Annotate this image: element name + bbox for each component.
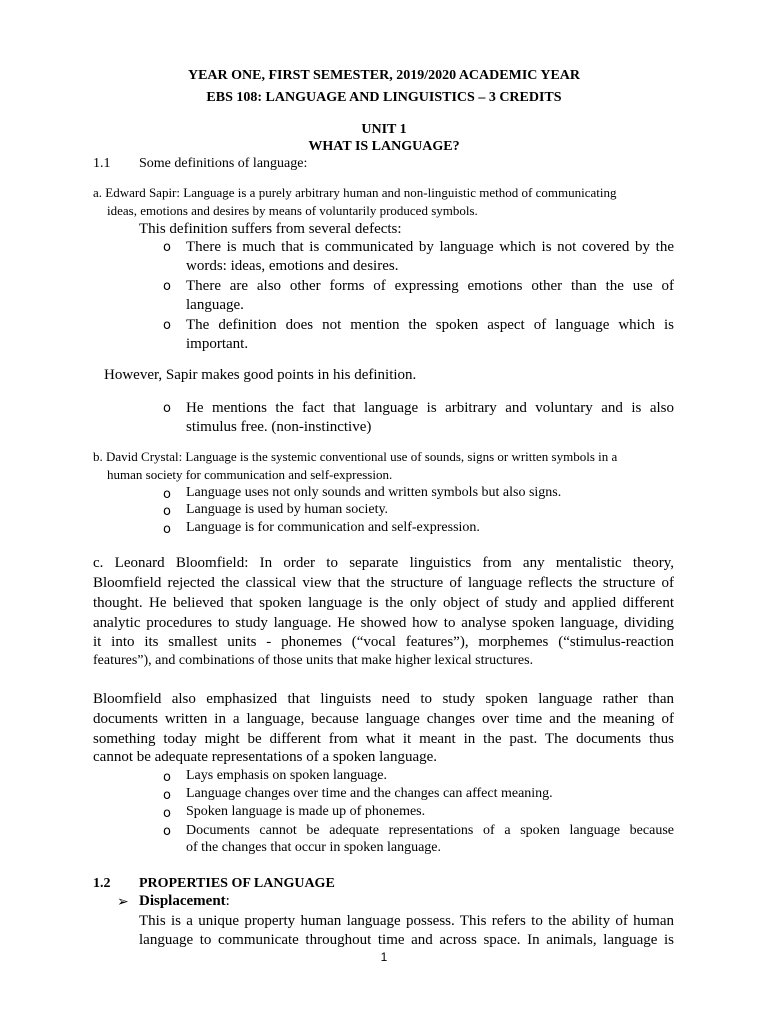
crystal-definition-line1: b. David Crystal: Language is the systemic conventional use of sounds, signs or written symbols in a: [93, 449, 618, 464]
unit-number: UNIT 1: [361, 122, 407, 137]
bloomfield-p1-line1: c. Leonard Bloomfield: In order to separate linguistics from any mentalistic theory,: [93, 555, 674, 571]
bloomfield-point-4-line2: of the changes that occur in spoken language.: [186, 840, 442, 855]
bloomfield-point-2: Language changes over time and the changes can affect meaning.: [186, 786, 553, 801]
arrow-bullet-icon: ➢: [117, 894, 129, 910]
bloomfield-p1-line3: thought. He believed that spoken language is the only object of study and applied different: [93, 595, 674, 611]
bloomfield-p2-line2: documents written in a language, because language changes over time and the meaning of: [93, 711, 674, 727]
bullet-icon: o: [163, 487, 171, 502]
bloomfield-p2-line1: Bloomfield also emphasized that linguists need to study spoken language rather than: [93, 691, 674, 707]
crystal-point-1: Language uses not only sounds and written symbols but also signs.: [186, 485, 562, 500]
bloomfield-point-1: Lays emphasis on spoken language.: [186, 768, 388, 783]
bullet-icon: o: [163, 318, 171, 333]
bullet-icon: o: [163, 504, 171, 519]
bullet-icon: o: [163, 806, 171, 821]
displacement-heading: [139, 893, 230, 910]
bloomfield-point-4-line1: Documents cannot be adequate representations of a spoken language because: [186, 823, 674, 838]
section-title: Some definitions of language:: [139, 156, 308, 171]
displacement-colon: :: [225, 893, 230, 909]
crystal-point-2: Language is used by human society.: [186, 502, 389, 517]
defect-3-line2: important.: [186, 336, 249, 352]
displacement-label: Displacement: [139, 893, 226, 909]
bloomfield-p1-line6: features”), and combinations of those units that make higher lexical structures.: [93, 653, 534, 668]
sapir-definition-line1: a. Edward Sapir: Language is a purely arbitrary human and non-linguistic method of communicating: [93, 185, 617, 200]
bloomfield-p1-line2: Bloomfield rejected the classical view that the structure of language reflects the structure of: [93, 575, 674, 591]
bullet-icon: o: [163, 788, 171, 803]
bloomfield-p1-line4: analytic procedures to study language. He showed how to analyse spoken language, dividing: [93, 615, 674, 631]
defects-intro: This definition suffers from several defects:: [139, 221, 402, 237]
unit-title: WHAT IS LANGUAGE?: [308, 139, 460, 154]
good-point-line1: He mentions the fact that language is arbitrary and voluntary and is also: [186, 400, 674, 416]
defect-1-line2: words: ideas, emotions and desires.: [186, 258, 399, 274]
bloomfield-p1-line5: it into its smallest units - phonemes (“vocal features”), morphemes (“stimulus-reaction: [93, 634, 674, 650]
bullet-icon: o: [163, 770, 171, 785]
bullet-icon: o: [163, 279, 171, 294]
defect-1-line1: There is much that is communicated by language which is not covered by the: [186, 239, 674, 255]
bloomfield-point-3: Spoken language is made up of phonemes.: [186, 804, 426, 819]
bullet-icon: o: [163, 240, 171, 255]
sapir-definition-line2: ideas, emotions and desires by means of voluntarily produced symbols.: [107, 203, 478, 218]
course-header-line2: EBS 108: LANGUAGE AND LINGUISTICS – 3 CREDITS: [206, 90, 562, 105]
section-number: 1.2: [93, 876, 111, 891]
course-header-line1: YEAR ONE, FIRST SEMESTER, 2019/2020 ACADEMIC YEAR: [187, 68, 581, 83]
bloomfield-p2-line3: something today might be different from what it meant in the past. The documents thus: [93, 731, 674, 747]
bullet-icon: o: [163, 824, 171, 839]
defect-2-line2: language.: [186, 297, 244, 313]
defect-2-line1: There are also other forms of expressing emotions other than the use of: [186, 278, 674, 294]
displacement-line1: This is a unique property human language possess. This refers to the ability of human: [139, 913, 674, 929]
section-number: 1.1: [93, 156, 111, 171]
however-sentence: However, Sapir makes good points in his definition.: [104, 367, 417, 383]
page-number: 1: [380, 950, 388, 964]
bullet-icon: o: [163, 401, 171, 416]
displacement-line2: language to communicate throughout time and across space. In animals, language is: [139, 932, 674, 948]
crystal-definition-line2: human society for communication and self-expression.: [107, 467, 393, 482]
good-point-line2: stimulus free. (non-instinctive): [186, 419, 372, 435]
bullet-icon: o: [163, 522, 171, 537]
section-title: PROPERTIES OF LANGUAGE: [139, 876, 335, 891]
crystal-point-3: Language is for communication and self-expression.: [186, 520, 480, 535]
defect-3-line1: The definition does not mention the spoken aspect of language which is: [186, 317, 674, 333]
bloomfield-p2-line4: cannot be adequate representations of a spoken language.: [93, 749, 438, 765]
